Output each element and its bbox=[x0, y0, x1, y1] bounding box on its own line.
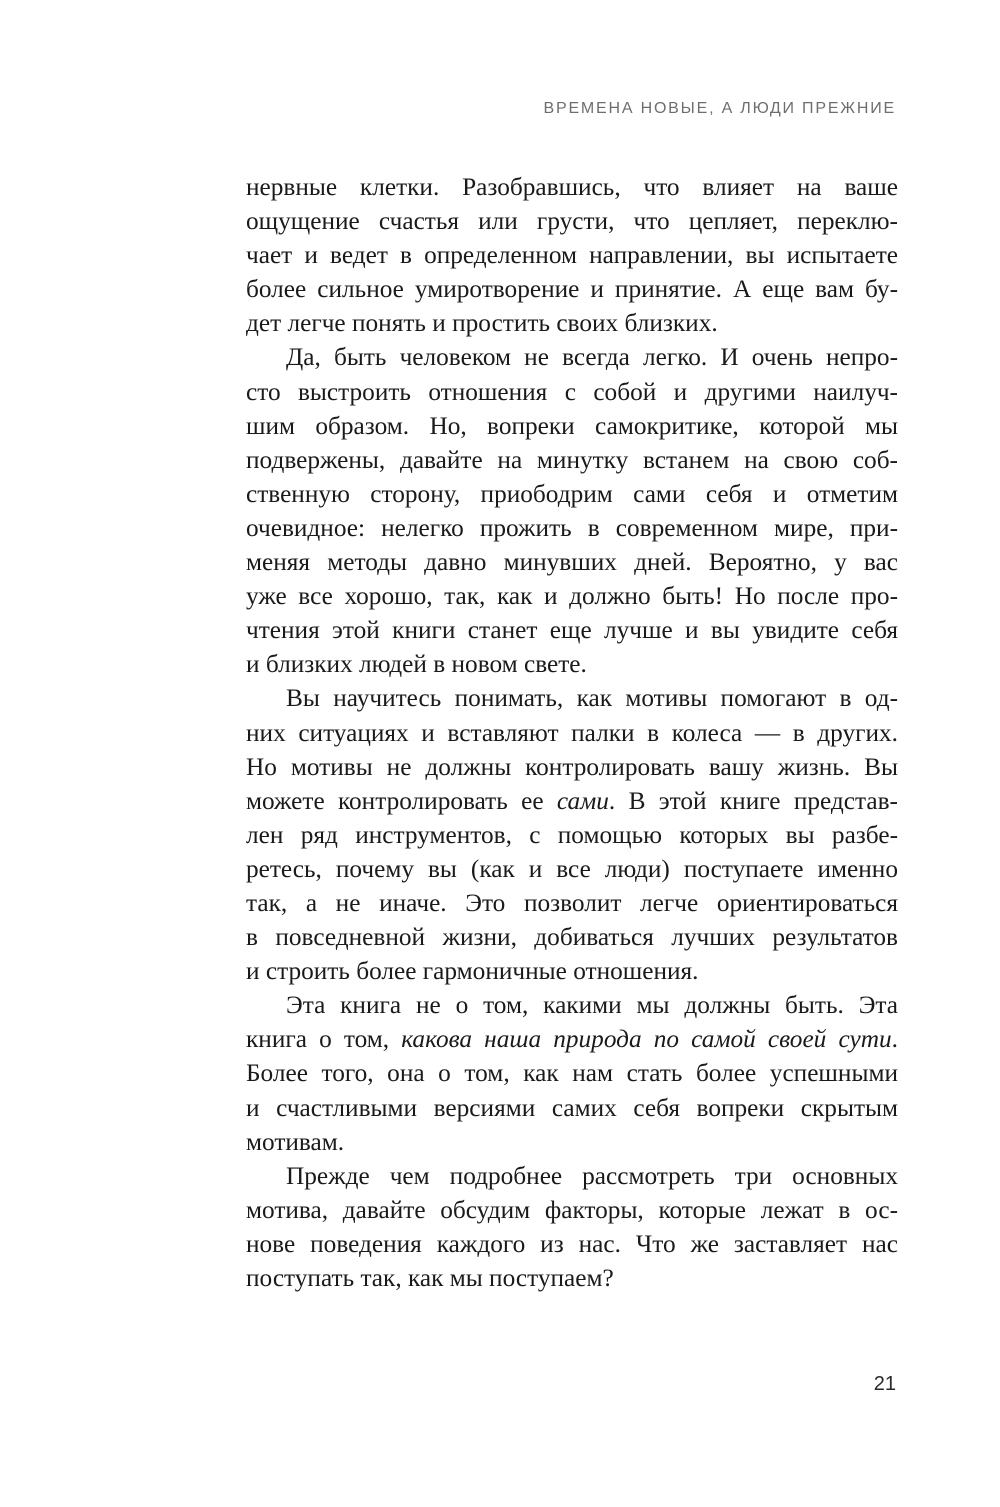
text-line: Прежде чем подробнее рассмотреть три основных bbox=[286, 1161, 898, 1190]
text-line: Более того, она о том, как нам стать более успешными bbox=[246, 1059, 898, 1088]
text-line: чтения этой книги станет еще лучше и вы увидите себя bbox=[246, 616, 898, 645]
text-run: . bbox=[891, 1025, 898, 1054]
text-line: сто выстроить отношения с собой и другими наилуч- bbox=[246, 377, 898, 406]
paragraph bbox=[246, 170, 898, 340]
text-line: подвержены, давайте на минутку встанем на свою соб- bbox=[246, 445, 898, 474]
body-text bbox=[246, 170, 898, 1295]
text-line: дет легче понять и простить своих близких. bbox=[246, 309, 718, 338]
page-number: 21 bbox=[873, 1373, 896, 1395]
text-line: ощущение счастья или грусти, что цепляет, переклю- bbox=[246, 207, 898, 236]
text-line-with-emphasis bbox=[246, 1022, 898, 1056]
text-run: . В этой книге представ- bbox=[608, 786, 898, 815]
text-line: нервные клетки. Разобравшись, что влияет на ваше bbox=[246, 173, 898, 201]
text-line: так, а не иначе. Это позволит легче ориентироваться bbox=[246, 888, 898, 917]
text-line: и счастливыми версиями самих себя вопреки скрытым bbox=[246, 1093, 898, 1122]
text-line: и строить более гармоничные отношения. bbox=[246, 957, 699, 986]
text-line: Эта книга не о том, какими мы должны быть. Эта bbox=[286, 991, 898, 1020]
text-line: Вы научитесь понимать, как мотивы помогают в од- bbox=[286, 684, 898, 713]
paragraph bbox=[246, 340, 898, 681]
text-line: нове поведения каждого из нас. Что же заставляет нас bbox=[246, 1229, 898, 1258]
text-line: шим образом. Но, вопреки самокритике, которой мы bbox=[246, 411, 898, 440]
text-line: более сильное умиротворение и принятие. А еще вам бу- bbox=[246, 275, 898, 304]
text-line: мотивам. bbox=[246, 1127, 345, 1156]
running-header: ВРЕМЕНА НОВЫЕ, А ЛЮДИ ПРЕЖНИЕ bbox=[543, 100, 896, 117]
paragraph bbox=[246, 1159, 898, 1295]
text-line: мотива, давайте обсудим факторы, которые лежат в ос- bbox=[246, 1195, 898, 1224]
text-line: Да, быть человеком не всегда легко. И очень непро- bbox=[286, 343, 898, 372]
text-line-with-emphasis bbox=[246, 784, 898, 818]
text-line: ретесь, почему вы (как и все люди) поступаете именно bbox=[246, 854, 898, 883]
text-line: лен ряд инструментов, с помощью которых вы разбе- bbox=[246, 820, 898, 849]
text-line: уже все хорошо, так, как и должно быть! Но после про- bbox=[246, 582, 898, 611]
text-line: чает и ведет в определенном направлении, вы испытаете bbox=[246, 241, 898, 270]
emphasis-text: какова наша природа по самой своей сути bbox=[401, 1025, 892, 1054]
text-run: можете контролировать ее bbox=[246, 786, 557, 815]
paragraph bbox=[246, 988, 898, 1158]
text-run: книга о том, bbox=[246, 1025, 402, 1054]
paragraph bbox=[246, 681, 898, 988]
text-line: них ситуациях и вставляют палки в колеса — в других. bbox=[246, 718, 898, 747]
text-line: и близких людей в новом свете. bbox=[246, 650, 587, 679]
emphasis-text: сами bbox=[556, 786, 609, 815]
text-line: ственную сторону, приободрим сами себя и отметим bbox=[246, 479, 898, 508]
text-line: в повседневной жизни, добиваться лучших результатов bbox=[246, 923, 898, 952]
text-line: меняя методы давно минувших дней. Вероятно, у вас bbox=[246, 548, 898, 577]
text-line: поступать так, как мы поступаем? bbox=[246, 1264, 614, 1292]
text-line: очевидное: нелегко прожить в современном мире, при- bbox=[246, 513, 898, 542]
text-line: Но мотивы не должны контролировать вашу жизнь. Вы bbox=[246, 752, 898, 781]
